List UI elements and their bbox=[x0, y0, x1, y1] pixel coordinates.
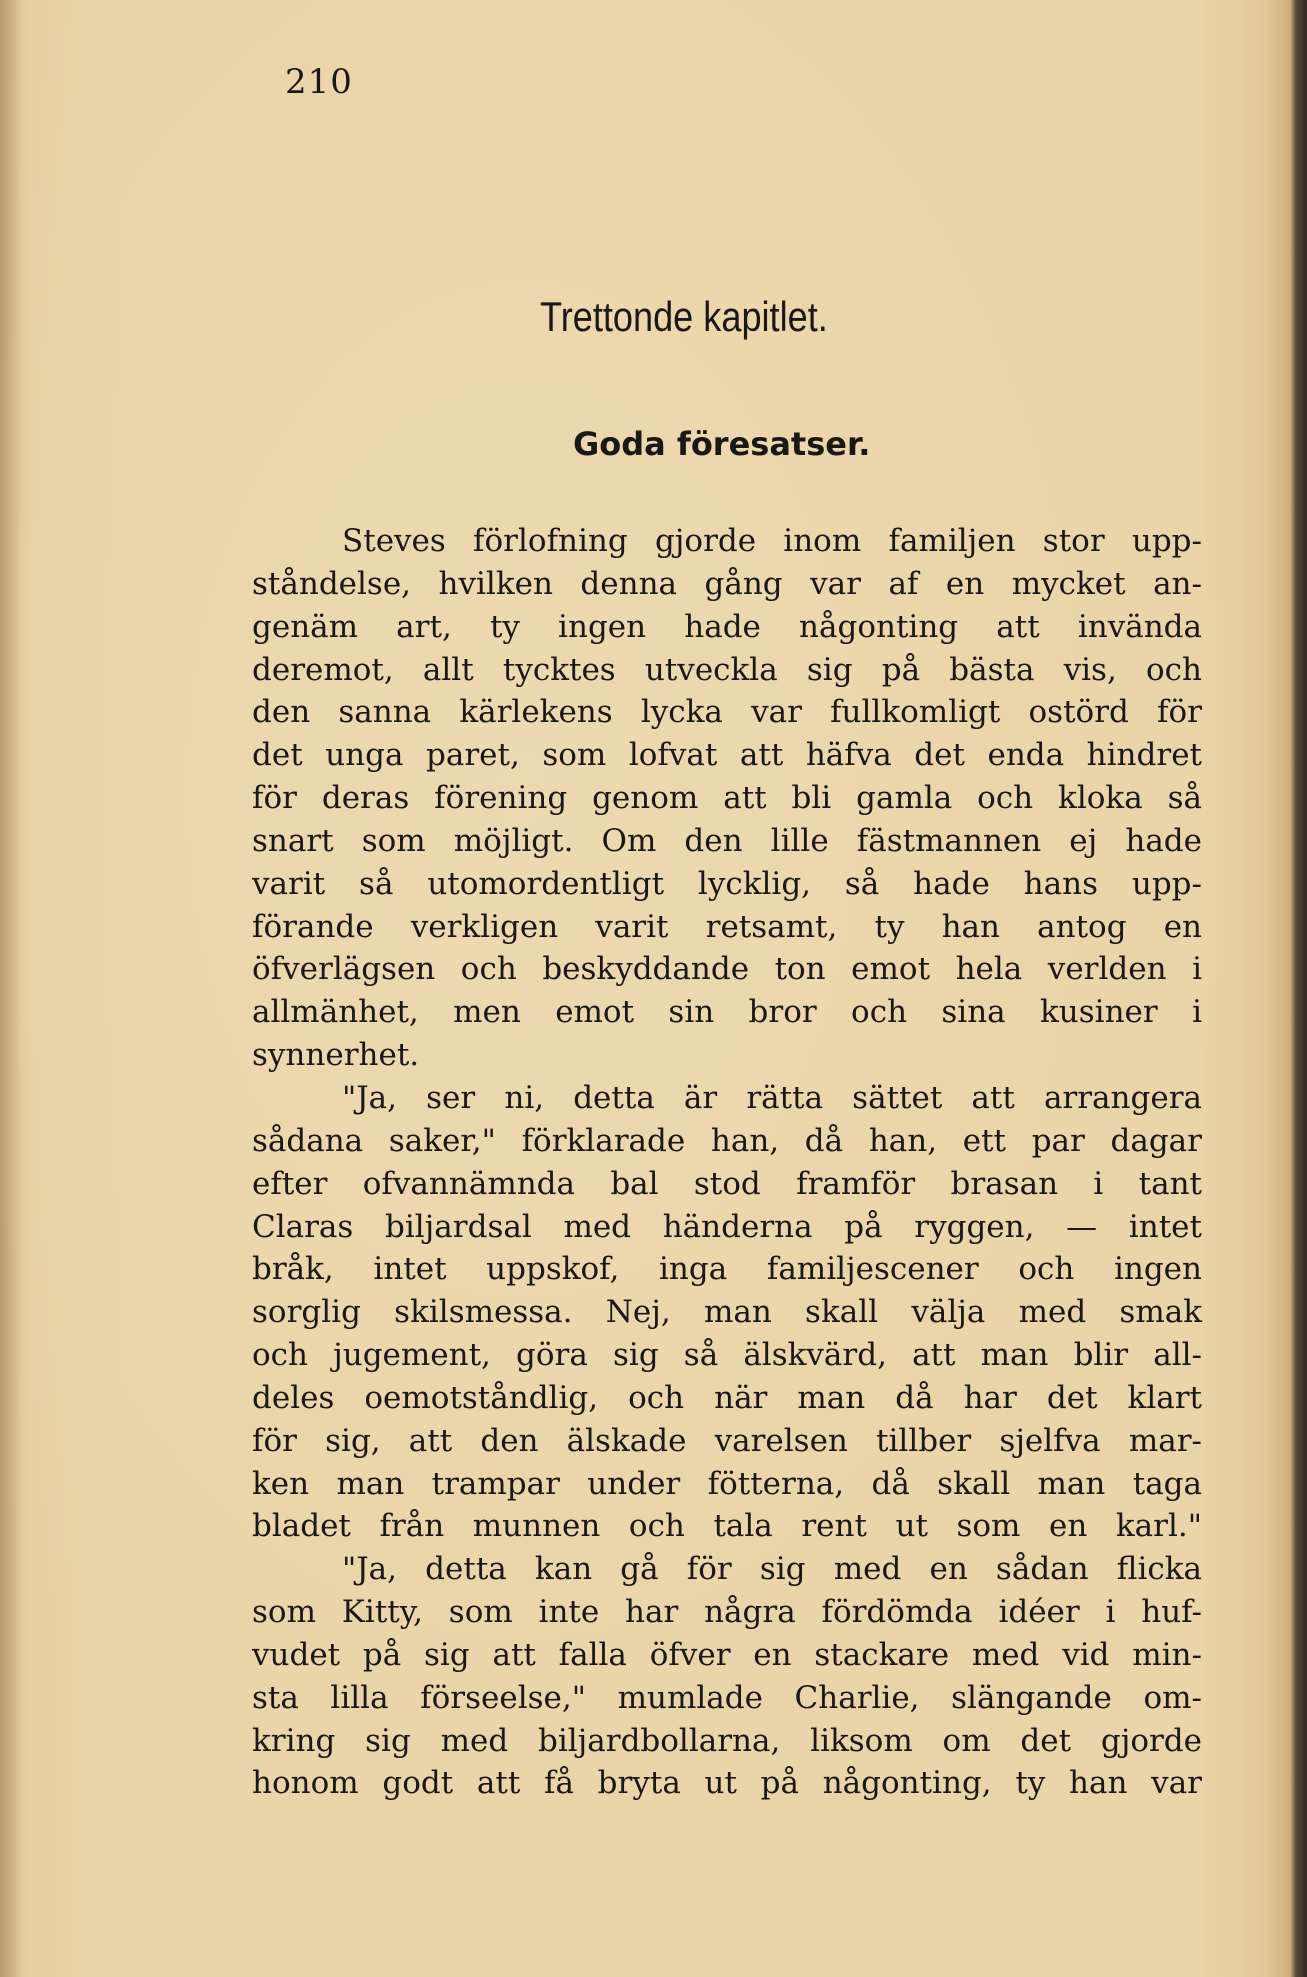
text-line: sådana saker," förklarade han, då han, ett par dagar bbox=[252, 1122, 1202, 1159]
page-gutter-shadow bbox=[0, 0, 22, 1977]
text-line: öfverlägsen och beskyddande ton emot hela verlden i bbox=[252, 951, 1202, 988]
text-line: vudet på sig att falla öfver en stackare med vid min- bbox=[252, 1636, 1202, 1673]
text-line: "Ja, detta kan gå för sig med en sådan flicka bbox=[342, 1551, 1202, 1588]
page-number: 210 bbox=[285, 62, 353, 102]
text-line: Steves förlofning gjorde inom familjen stor upp- bbox=[342, 523, 1202, 559]
text-line: efter ofvannämnda bal stod framför brasan i tant bbox=[252, 1165, 1202, 1202]
text-line: synnerhet. bbox=[252, 1037, 420, 1074]
text-line: allmänhet, men emot sin bror och sina kusiner i bbox=[252, 994, 1202, 1031]
text-line: den sanna kärlekens lycka var fullkomligt ostörd för bbox=[252, 694, 1202, 731]
body-text bbox=[252, 520, 1202, 1805]
text-line: för deras förening genom att bli gamla och kloka så bbox=[252, 780, 1202, 817]
text-line: bladet från munnen och tala rent ut som en karl." bbox=[252, 1508, 1202, 1545]
text-line: förande verkligen varit retsamt, ty han antog en bbox=[252, 908, 1202, 945]
text-line: varit så utomordentligt lycklig, så hade hans upp- bbox=[252, 865, 1202, 902]
text-line: bråk, intet uppskof, inga familjescener och ingen bbox=[252, 1251, 1202, 1288]
text-line: sorglig skilsmessa. Nej, man skall välja med smak bbox=[252, 1294, 1202, 1331]
text-line: ken man trampar under fötterna, då skall man taga bbox=[252, 1465, 1202, 1502]
text-line: som Kitty, som inte har några fördömda idéer i huf- bbox=[252, 1594, 1202, 1631]
section-title: Goda föresatser. bbox=[573, 425, 871, 463]
chapter-title: Trettonde kapitlet. bbox=[540, 293, 828, 340]
text-line: ståndelse, hvilken denna gång var af en mycket an- bbox=[252, 565, 1202, 602]
text-line: snart som möjligt. Om den lille fästmannen ej hade bbox=[252, 822, 1202, 859]
text-line: och jugement, göra sig så älskvärd, att man blir all- bbox=[252, 1337, 1202, 1374]
text-line: det unga paret, som lofvat att häfva det enda hindret bbox=[252, 737, 1202, 774]
text-line: kring sig med biljardbollarna, liksom om det gjorde bbox=[252, 1722, 1202, 1759]
text-line: deremot, allt tycktes utveckla sig på bästa vis, och bbox=[252, 651, 1202, 688]
text-line: för sig, att den älskade varelsen tillber sjelfva mar- bbox=[252, 1422, 1202, 1459]
text-line: Claras biljardsal med händerna på ryggen, — intet bbox=[252, 1208, 1202, 1245]
text-line: sta lilla förseelse," mumlade Charlie, slängande om- bbox=[252, 1679, 1202, 1716]
text-line: deles oemotståndlig, och när man då har det klart bbox=[252, 1379, 1202, 1416]
text-line: "Ja, ser ni, detta är rätta sättet att arrangera bbox=[342, 1079, 1202, 1116]
text-line: genäm art, ty ingen hade någonting att invända bbox=[252, 608, 1202, 645]
text-line: honom godt att få bryta ut på någonting, ty han var bbox=[252, 1765, 1202, 1802]
